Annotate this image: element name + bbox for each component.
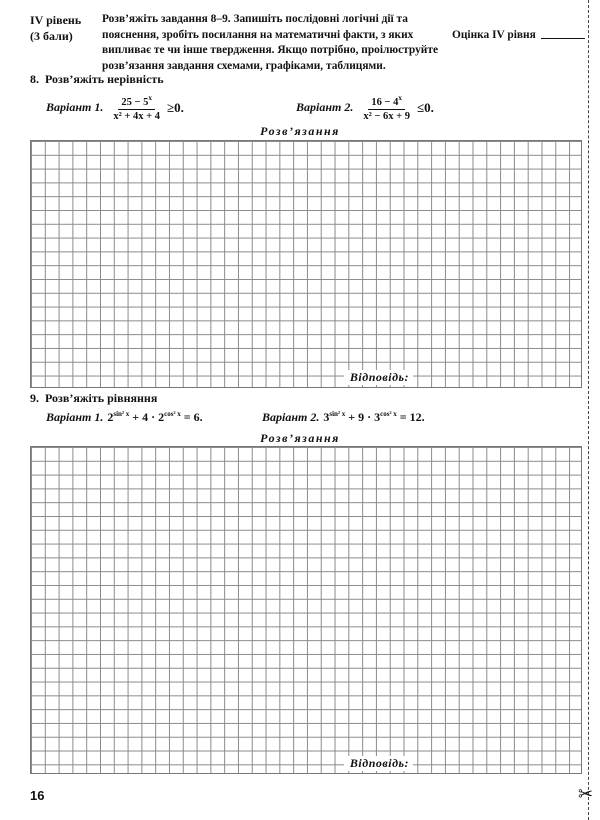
task-8-variant-1 [46, 92, 184, 123]
variant-label: Варіант 1. [46, 100, 104, 114]
equation-middle: + 4 · 2 [129, 410, 165, 424]
page-number: 16 [30, 788, 45, 803]
task-9-answer-grid[interactable] [30, 446, 582, 774]
equation-base: 3 [323, 410, 330, 424]
task-8-solution-title: Розв’язання [260, 124, 340, 138]
equation-exponent: cos² x [380, 410, 397, 418]
fraction-numerator [368, 92, 404, 110]
variant-label: Варіант 1. [46, 410, 104, 424]
task-8-variant-2 [296, 92, 434, 123]
task-8-answer-grid[interactable] [30, 140, 582, 388]
task-9-title [30, 391, 157, 406]
task-8-title [30, 72, 164, 87]
equation [323, 410, 424, 425]
grade-label: Оцінка IV рівня [452, 29, 536, 41]
numerator-exponent: x [148, 94, 152, 102]
equation-exponent: sin² x [329, 410, 346, 418]
variant-label: Варіант 2. [262, 410, 320, 424]
numerator-text: 16 − 4 [371, 97, 399, 108]
instructions-text: Розв’яжіть завдання 8–9. Запишіть послідовні логічні дії та пояснення, зробіть посилання на математичні факти, з яких випливає те чи інше твердження. Якщо потрібно, проілюструйте розв’язання завдання схемами, графіками, таблицями. [102, 13, 439, 72]
task-title-text: Розв’яжіть рівняння [45, 391, 158, 405]
equation [107, 410, 202, 425]
relation-sign: ≤0. [416, 99, 434, 115]
task-number: 8. [30, 72, 39, 86]
task-9-variant-2 [262, 410, 425, 425]
fraction-denominator: x² + 4x + 4 [113, 111, 160, 122]
grade-blank[interactable] [541, 38, 585, 39]
equation-rhs: = 12. [396, 410, 425, 424]
cut-line [588, 0, 589, 820]
task-9-answer-label: Відповідь: [344, 756, 413, 771]
grade-field [452, 29, 585, 41]
numerator-exponent: x [398, 94, 402, 102]
level-label [30, 12, 98, 44]
task-9-variant-1 [46, 410, 203, 425]
level-title: IV рівень [30, 13, 82, 27]
fraction [110, 92, 163, 123]
fraction-denominator: x² − 6x + 9 [363, 111, 410, 122]
task-title-text: Розв’яжіть нерівність [45, 72, 164, 86]
numerator-text: 25 − 5 [121, 97, 149, 108]
fraction [360, 92, 413, 123]
scissors-icon: ✂ [578, 784, 594, 805]
task-8-answer-label: Відповідь: [344, 370, 413, 385]
relation-sign: ≥0. [166, 99, 184, 115]
equation-rhs: = 6. [180, 410, 203, 424]
variant-label: Варіант 2. [296, 100, 354, 114]
equation-exponent: sin² x [113, 410, 130, 418]
task-number: 9. [30, 391, 39, 405]
equation-base: 2 [107, 410, 114, 424]
equation-middle: + 9 · 3 [345, 410, 381, 424]
fraction-numerator [118, 92, 154, 110]
task-9-solution-title: Розв’язання [260, 431, 340, 445]
level-points: (3 бали) [30, 29, 73, 43]
equation-exponent: cos² x [164, 410, 181, 418]
